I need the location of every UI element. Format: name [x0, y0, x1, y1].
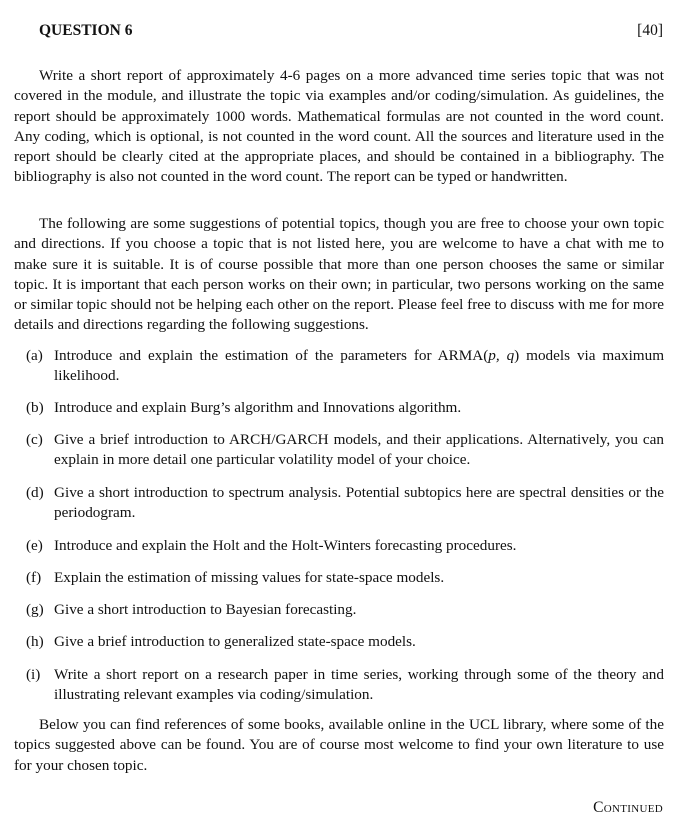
question-header	[39, 21, 663, 41]
suggestion-math: p, q	[488, 347, 515, 364]
suggestion-item-e	[26, 536, 664, 556]
suggestion-label: (g)	[26, 601, 44, 618]
suggestion-item-f	[26, 568, 664, 588]
instructions-paragraph: Write a short report of approximately 4-6 pages on a more advanced time series topic that was not covered in the module, and illustrate the topic via examples and/or coding/simulation. As guidelines, the report should be approximately 1000 words. Mathematical formulas are not counted in the word count. Any coding, which is optional, is not counted in the word count. All the sources and literature used in the report should be clearly cited at the appropriate places, and should be contained in a bibliography. The bibliography is also not counted in the word count. The report can be typed or handwritten.	[14, 67, 664, 186]
suggestion-text: Give a brief introduction to generalized state-space models.	[54, 633, 416, 650]
question-marks: [40]	[637, 22, 663, 39]
suggestion-item-i	[26, 665, 664, 706]
suggestion-text: Write a short report on a research paper in time series, working through some of the theory and illustrating relevant examples via coding/simulation.	[54, 666, 664, 704]
suggestion-text: Introduce and explain the estimation of the parameters for ARMA(	[54, 347, 489, 364]
references-paragraph: Below you can find references of some books, available online in the UCL library, where some of the topics suggested above can be found. You are of course most welcome to find your own literature to use for your chosen topic.	[14, 716, 664, 774]
suggestion-label: (d)	[26, 484, 44, 501]
suggestion-label: (b)	[26, 399, 44, 416]
suggestion-text: Give a short introduction to Bayesian forecasting.	[54, 601, 357, 618]
suggestion-label: (a)	[26, 347, 43, 364]
suggestion-item-g	[26, 600, 664, 620]
suggestion-label: (c)	[26, 431, 43, 448]
suggestion-label: (f)	[26, 569, 42, 586]
suggestion-text: Give a short introduction to spectrum analysis. Potential subtopics here are spectral densities or the periodogram.	[54, 484, 664, 522]
suggestion-item-b	[26, 398, 664, 418]
suggestion-item-c	[26, 430, 664, 471]
suggestion-item-h	[26, 632, 664, 652]
suggestion-item-d	[26, 483, 664, 524]
suggestion-item-a	[26, 346, 665, 387]
continued-footer: Continued	[593, 799, 663, 816]
suggestion-label: (i)	[26, 666, 41, 683]
suggestion-label: (h)	[26, 633, 44, 650]
question-title: QUESTION 6	[39, 22, 133, 39]
suggestion-label: (e)	[26, 537, 43, 554]
suggestions-intro-paragraph: The following are some suggestions of potential topics, though you are free to choose your own topic and directions. If you choose a topic that is not listed here, you are welcome to have a chat with me to make sure it is suitable. It is of course possible that more than one person chooses the same or similar topic. It is important that each person works on their own; in particular, two persons working on the same or similar topic should not be helping each other on the report. Please feel free to discuss with me for more details and directions regarding the following suggestions.	[14, 215, 664, 334]
suggestion-text: ) models via maximum likelihood.	[54, 347, 665, 385]
suggestion-text: Explain the estimation of missing values for state-space models.	[54, 569, 445, 586]
suggestion-text: Introduce and explain the Holt and the Holt-Winters forecasting procedures.	[54, 537, 517, 554]
suggestion-text: Give a brief introduction to ARCH/GARCH models, and their applications. Alternatively, you can explain in more detail one particular volatility model of your choice.	[54, 431, 664, 469]
suggestion-text: Introduce and explain Burg’s algorithm and Innovations algorithm.	[54, 399, 462, 416]
